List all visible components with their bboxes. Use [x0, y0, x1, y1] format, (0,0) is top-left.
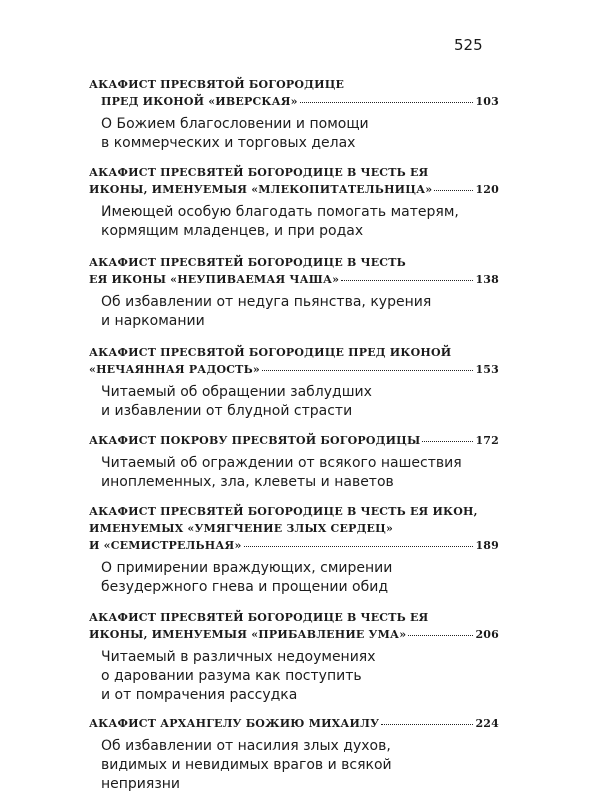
entry-title-last-line — [89, 181, 499, 198]
entry-title-last-line — [89, 271, 499, 288]
page-number: 525 — [454, 36, 483, 54]
toc-entry — [89, 503, 499, 597]
entry-description — [89, 115, 499, 153]
description-line: Об избавлении от насилия злых духов, — [101, 738, 391, 754]
entry-title-text: «НЕЧАЯННАЯ РАДОСТЬ» — [89, 363, 260, 376]
entry-title-line: АКАФИСТ ПРЕСВЯТЕЙ БОГОРОДИЦЕ В ЧЕСТЬ ЕЯ — [89, 166, 429, 179]
dot-leader — [244, 546, 474, 547]
entry-page-number: 103 — [475, 95, 499, 108]
entry-title-text: ИКОНЫ, ИМЕНУЕМЫЯ «МЛЕКОПИТАТЕЛЬНИЦА» — [89, 183, 433, 196]
entry-page-number: 120 — [475, 183, 499, 196]
entry-title-last-line — [89, 432, 499, 449]
entry-title-text: И «СЕМИСТРЕЛЬНАЯ» — [89, 539, 242, 552]
description-line: и наркомании — [101, 313, 205, 329]
description-line: иноплеменных, зла, клеветы и наветов — [101, 474, 394, 490]
toc-entry — [89, 609, 499, 705]
toc-entry — [89, 164, 499, 241]
entry-page-number: 138 — [475, 273, 499, 286]
entry-title-last-line — [89, 93, 499, 110]
dot-leader — [381, 724, 473, 725]
description-line: в коммерческих и торговых делах — [101, 135, 356, 151]
entry-title-text: ЕЯ ИКОНЫ «НЕУПИВАЕМАЯ ЧАША» — [89, 273, 340, 286]
dot-leader — [434, 190, 473, 191]
description-line: о даровании разума как поступить — [101, 668, 362, 684]
entry-title-text: АКАФИСТ АРХАНГЕЛУ БОЖИЮ МИХАИЛУ — [89, 717, 380, 730]
toc-entry — [89, 432, 499, 492]
entry-page-number: 189 — [475, 539, 499, 552]
description-line: и от помрачения рассудка — [101, 687, 298, 703]
entry-title-last-line — [89, 537, 499, 554]
entry-page-number: 206 — [475, 628, 499, 641]
entry-title-line: АКАФИСТ ПРЕСВЯТЕЙ БОГОРОДИЦЕ В ЧЕСТЬ ЕЯ — [89, 611, 429, 624]
dot-leader — [408, 635, 473, 636]
entry-page-number: 153 — [475, 363, 499, 376]
description-line: Имеющей особую благодать помогать матерям, — [101, 204, 459, 220]
entry-title-last-line — [89, 626, 499, 643]
description-line: Об избавлении от недуга пьянства, курения — [101, 294, 432, 310]
description-line: кормящим младенцев, и при родах — [101, 223, 364, 239]
entry-page-number: 172 — [475, 434, 499, 447]
toc-entry — [89, 344, 499, 421]
entry-title-line: АКАФИСТ ПРЕСВЯТЕЙ БОГОРОДИЦЕ В ЧЕСТЬ — [89, 256, 406, 269]
entry-title-line: АКАФИСТ ПРЕСВЯТОЙ БОГОРОДИЦЕ — [89, 78, 345, 91]
dot-leader — [422, 441, 473, 442]
toc-entry — [89, 76, 499, 153]
entry-title-text: ПРЕД ИКОНОЙ «ИВЕРСКАЯ» — [101, 95, 298, 108]
entry-description — [89, 293, 499, 331]
entry-title-line: ИМЕНУЕМЫХ «УМЯГЧЕНИЕ ЗЛЫХ СЕРДЕЦ» — [89, 522, 394, 535]
description-line: Читаемый в различных недоумениях — [101, 649, 376, 665]
description-line: Читаемый об обращении заблудших — [101, 384, 372, 400]
entry-description — [89, 648, 499, 705]
description-line: неприязни — [101, 776, 181, 792]
entry-title-last-line — [89, 715, 499, 732]
dot-leader — [300, 102, 474, 103]
entry-title-text: АКАФИСТ ПОКРОВУ ПРЕСВЯТОЙ БОГОРОДИЦЫ — [89, 434, 421, 447]
entry-title-line: АКАФИСТ ПРЕСВЯТОЙ БОГОРОДИЦЕ ПРЕД ИКОНОЙ — [89, 346, 452, 359]
dot-leader — [262, 370, 474, 371]
entry-description — [89, 454, 499, 492]
description-line: безудержного гнева и прощении обид — [101, 579, 388, 595]
dot-leader — [341, 280, 473, 281]
entry-title-line: АКАФИСТ ПРЕСВЯТЕЙ БОГОРОДИЦЕ В ЧЕСТЬ ЕЯ ИКОН, — [89, 505, 478, 518]
table-of-contents — [89, 76, 499, 812]
entry-title-last-line — [89, 361, 499, 378]
description-line: и избавлении от блудной страсти — [101, 403, 353, 419]
entry-description — [89, 559, 499, 597]
description-line: видимых и невидимых врагов и всякой — [101, 757, 392, 773]
entry-page-number: 224 — [475, 717, 499, 730]
entry-description — [89, 737, 499, 794]
toc-entry — [89, 715, 499, 794]
description-line: Читаемый об ограждении от всякого нашествия — [101, 455, 462, 471]
entry-description — [89, 383, 499, 421]
entry-description — [89, 203, 499, 241]
entry-title-text: ИКОНЫ, ИМЕНУЕМЫЯ «ПРИБАВЛЕНИЕ УМА» — [89, 628, 407, 641]
description-line: О примирении враждующих, смирении — [101, 560, 393, 576]
toc-entry — [89, 254, 499, 331]
description-line: О Божием благословении и помощи — [101, 116, 369, 132]
